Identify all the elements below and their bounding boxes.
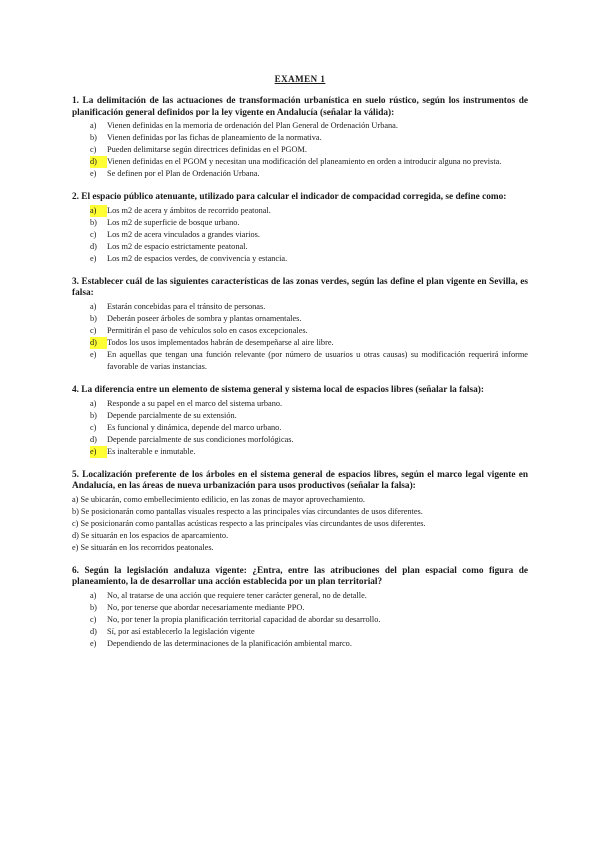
question-6 (72, 566, 528, 650)
option-e[interactable]: e) Se situarán en los recorridos peatonales. (72, 542, 214, 552)
option-b[interactable]: b) No, por tenerse que abordar necesariamente mediante PPO. (90, 602, 305, 612)
option-c[interactable]: c) Los m2 de acera vinculados a grandes viarios. (90, 229, 260, 239)
question-3 (72, 277, 528, 373)
question-text: 5. Localización preferente de los árboles en el sistema general de espacios libres, según el marco legal vigente en Andalucía, en las áreas de nueva urbanización para usos productivos (señalar la falsa): (72, 469, 528, 492)
option-c[interactable]: c) Es funcional y dinámica, depende del marco urbano. (90, 422, 282, 432)
option-e[interactable]: e) Dependiendo de las determinaciones de la planificación ambiental marco. (90, 638, 352, 648)
exam-title: EXAMEN 1 (274, 74, 326, 84)
question-4 (72, 385, 528, 458)
option-d[interactable]: d) Sí, por así establecerlo la legislación vigente (90, 626, 255, 636)
option-c[interactable]: c) No, por tener la propia planificación territorial capacidad de abordar su desarrollo. (90, 614, 381, 624)
option-e[interactable]: e) Los m2 de espacios verdes, de convivencia y estancia. (90, 253, 288, 263)
option-a[interactable]: a) Vienen definidas en la memoria de ordenación del Plan General de Ordenación Urbana. (90, 121, 398, 131)
option-b[interactable]: b) Se posicionarán como pantallas visuales respecto a las principales vías circundantes de usos diferentes. (72, 506, 423, 516)
question-text: 3. Establecer cuál de las siguientes características de las zonas verdes, según las define el plan vigente en Sevilla, es falsa: (72, 276, 528, 299)
option-d[interactable]: d) Vienen definidas en el PGOM y necesitan una modificación del planeamiento en orden a introducir alguna no prevista. (90, 157, 502, 167)
question-text: 6. Según la legislación andaluza vigente: ¿Entra, entre las atribuciones del plan espacial como figura de planeamiento, la de desarrollar una acción establecida por un plan territorial? (72, 565, 528, 588)
option-a[interactable]: a) Estarán concebidas para el tránsito de personas. (90, 301, 266, 311)
question-2 (72, 192, 528, 265)
option-c[interactable]: c) Pueden delimitarse según directrices definidas en el PGOM. (90, 145, 307, 155)
question-text: 4. La diferencia entre un elemento de sistema general y sistema local de espacios libres (señalar la falsa): (72, 384, 484, 395)
option-b[interactable]: b) Vienen definidas por las fichas de planeamiento de la normativa. (90, 133, 322, 143)
option-e[interactable]: e) En aquellas que tengan una función relevante (por número de usuarios u otras causas) su modificación requerirá informe favorable de varias instancias. (90, 349, 528, 371)
option-c[interactable]: c) Se posicionarán como pantallas acústicas respecto a las principales vías circundantes de usos diferentes. (72, 518, 426, 528)
option-b[interactable]: b) Depende parcialmente de su extensión. (90, 410, 237, 420)
question-text: 2. El espacio público atenuante, utilizado para calcular el indicador de compacidad corregida, se define como: (72, 192, 507, 203)
option-d[interactable]: d) Los m2 de espacio estrictamente peatonal. (90, 241, 248, 251)
option-c[interactable]: c) Permitirán el paso de vehículos solo en casos excepcionales. (90, 325, 308, 335)
question-text: 1. La delimitación de las actuaciones de transformación urbanística en suelo rústico, según los instrumentos de planificación general definidos por la ley vigente en Andalucía (señalar la válida): (72, 96, 528, 118)
question-5 (72, 470, 528, 554)
option-d[interactable]: d) Todos los usos implementados habrán de desempeñarse al aire libre. (90, 337, 334, 347)
highlighted-answer-letter: a) (90, 205, 107, 217)
option-a[interactable]: a) Los m2 de acera y ámbitos de recorrido peatonal. (90, 205, 271, 215)
option-d[interactable]: d) Se situarán en los espacios de aparcamiento. (72, 530, 229, 540)
option-a[interactable]: a) Responde a su papel en el marco del sistema urbano. (90, 398, 283, 408)
option-b[interactable]: b) Deberán poseer árboles de sombra y plantas ornamentales. (90, 313, 302, 323)
highlighted-answer-letter: e) (90, 446, 107, 458)
option-e[interactable]: e) Se definen por el Plan de Ordenación Urbana. (90, 169, 260, 179)
highlighted-answer-letter: d) (90, 156, 107, 168)
option-b[interactable]: b) Los m2 de superficie de bosque urbano. (90, 217, 240, 227)
option-d[interactable]: d) Depende parcialmente de sus condiciones morfológicas. (90, 434, 294, 444)
option-a[interactable]: a) Se ubicarán, como embellecimiento edilicio, en las zonas de mayor aprovechamiento. (72, 494, 365, 504)
highlighted-answer-letter: d) (90, 337, 107, 349)
question-1 (72, 96, 528, 180)
option-e[interactable]: e) Es inalterable e inmutable. (90, 446, 196, 456)
option-a[interactable]: a) No, al tratarse de una acción que requiere tener carácter general, no de detalle. (90, 590, 367, 600)
